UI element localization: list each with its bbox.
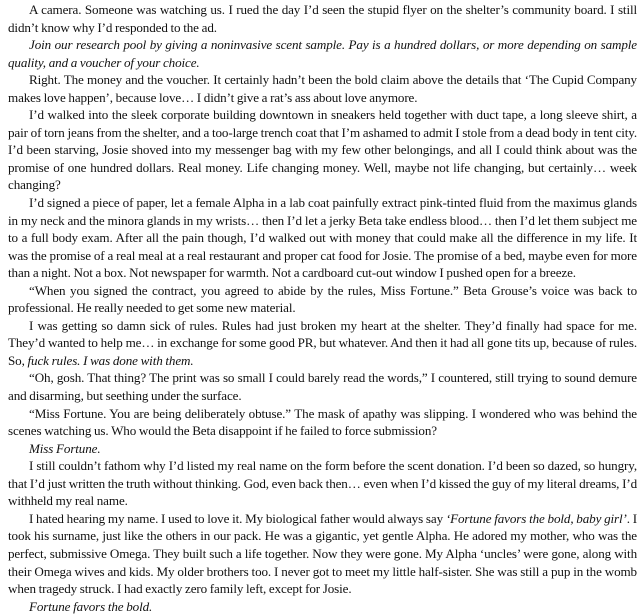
paragraph xyxy=(8,440,637,458)
text-run: A camera. Someone was watching us. I rued the day I’d seen the stupid flyer on the shelter’s community board. I still didn’t know why I’d responded to the ad. xyxy=(8,2,637,35)
paragraph xyxy=(8,317,637,370)
paragraph xyxy=(8,106,637,194)
text-run-italic: Miss Fortune. xyxy=(29,440,101,456)
text-run: I’d walked into the sleek corporate building downtown in sneakers held together with duct tape, a long sleeve shirt, a pair of torn jeans from the shelter, and a too-large trench coat that I’m ashamed to admit I stole from a dead body in tent city. I’d been starving, Josie shoved into my messenger bag with my few other belongings, and all I could think about was the promise of one hundred dollars. Real money. Life changing money. Well, maybe not life changing, but certainly… week changing? xyxy=(8,107,637,193)
text-run-italic: ‘Fortune favors the bold, baby girl’ xyxy=(445,510,627,526)
paragraph xyxy=(8,71,637,106)
paragraph xyxy=(8,282,637,317)
paragraph xyxy=(8,598,637,615)
paragraph xyxy=(8,194,637,282)
paragraph xyxy=(8,369,637,404)
paragraph xyxy=(8,405,637,440)
text-run: I was getting so damn sick of rules. Rules had just broken my heart at the shelter. They’d finally had space for me. They’d wanted to help me… in exchange for some good PR, but whatever. And then it had all gone tits up, because of rules. So, xyxy=(8,317,637,368)
paragraph xyxy=(8,457,637,510)
text-run: . I took his surname, just like the others in our pack. He was a gigantic, yet gentle Alpha. He adored my mother, who was the perfect, submissive Omega. They built such a life together. Now they were gone. My Alpha ‘uncles’ were gone, along with their Omega wives and kids. My older brothers too. I never got to meet my little half-sister. She was still a pup in the womb when tragedy struck. I had exactly zero family left, except for Josie. xyxy=(8,510,637,597)
text-run: “When you signed the contract, you agreed to abide by the rules, Miss Fortune.” Beta Grouse’s voice was back to professional. He really needed to get some new material. xyxy=(8,282,637,316)
text-run: I’d signed a piece of paper, let a female Alpha in a lab coat painfully extract pink-tinted fluid from the maximus glands in my neck and the minora glands in my wrists… then I’d let a jerky Beta take endless blood… then I’d let them subject me to a full body exam. After all the pain though, I’d walked out with money that could make all the difference in my life. It was the promise of a real meal at a real restaurant and proper cat food for Josie. The promise of a bed, maybe even for more than a night. Not a box. Not newspaper for warmth. Not a cardboard cut-out window I pushed open for a breeze. xyxy=(8,195,637,281)
text-run-italic: fuck rules. I was done with them. xyxy=(27,352,194,368)
text-run: “Oh, gosh. That thing? The print was so small I could barely read the words,” I countered, still trying to sound demure and disarming, but seething under the surface. xyxy=(8,370,637,404)
text-run: Right. The money and the voucher. It certainly hadn’t been the bold claim above the details that ‘The Cupid Company makes love happen’, because love… I didn’t give a rat’s ass about love anymore. xyxy=(8,72,637,105)
text-run: I hated hearing my name. I used to love it. My biological father would always say xyxy=(29,510,446,526)
text-run-italic: Join our research pool by giving a noninvasive scent sample. Pay is a hundred dollars, or more depending on sample quality, and a voucher of your choice. xyxy=(8,37,637,70)
text-run-italic: Fortune favors the bold. xyxy=(29,598,153,614)
paragraph xyxy=(8,1,637,36)
paragraph xyxy=(8,36,637,71)
text-run: I still couldn’t fathom why I’d listed my real name on the form before the scent donation. I’d been so dazed, so hungry, that I’d just written the truth without thinking. God, even back then… even when I’d kissed the guy of my literal dreams, I’d withheld my real name. xyxy=(8,458,637,509)
paragraph xyxy=(8,510,637,598)
text-run: “Miss Fortune. You are being deliberately obtuse.” The mask of apathy was slipping. I wondered who was behind the scenes watching us. Who would the Beta disappoint if he failed to force submission? xyxy=(8,405,637,439)
